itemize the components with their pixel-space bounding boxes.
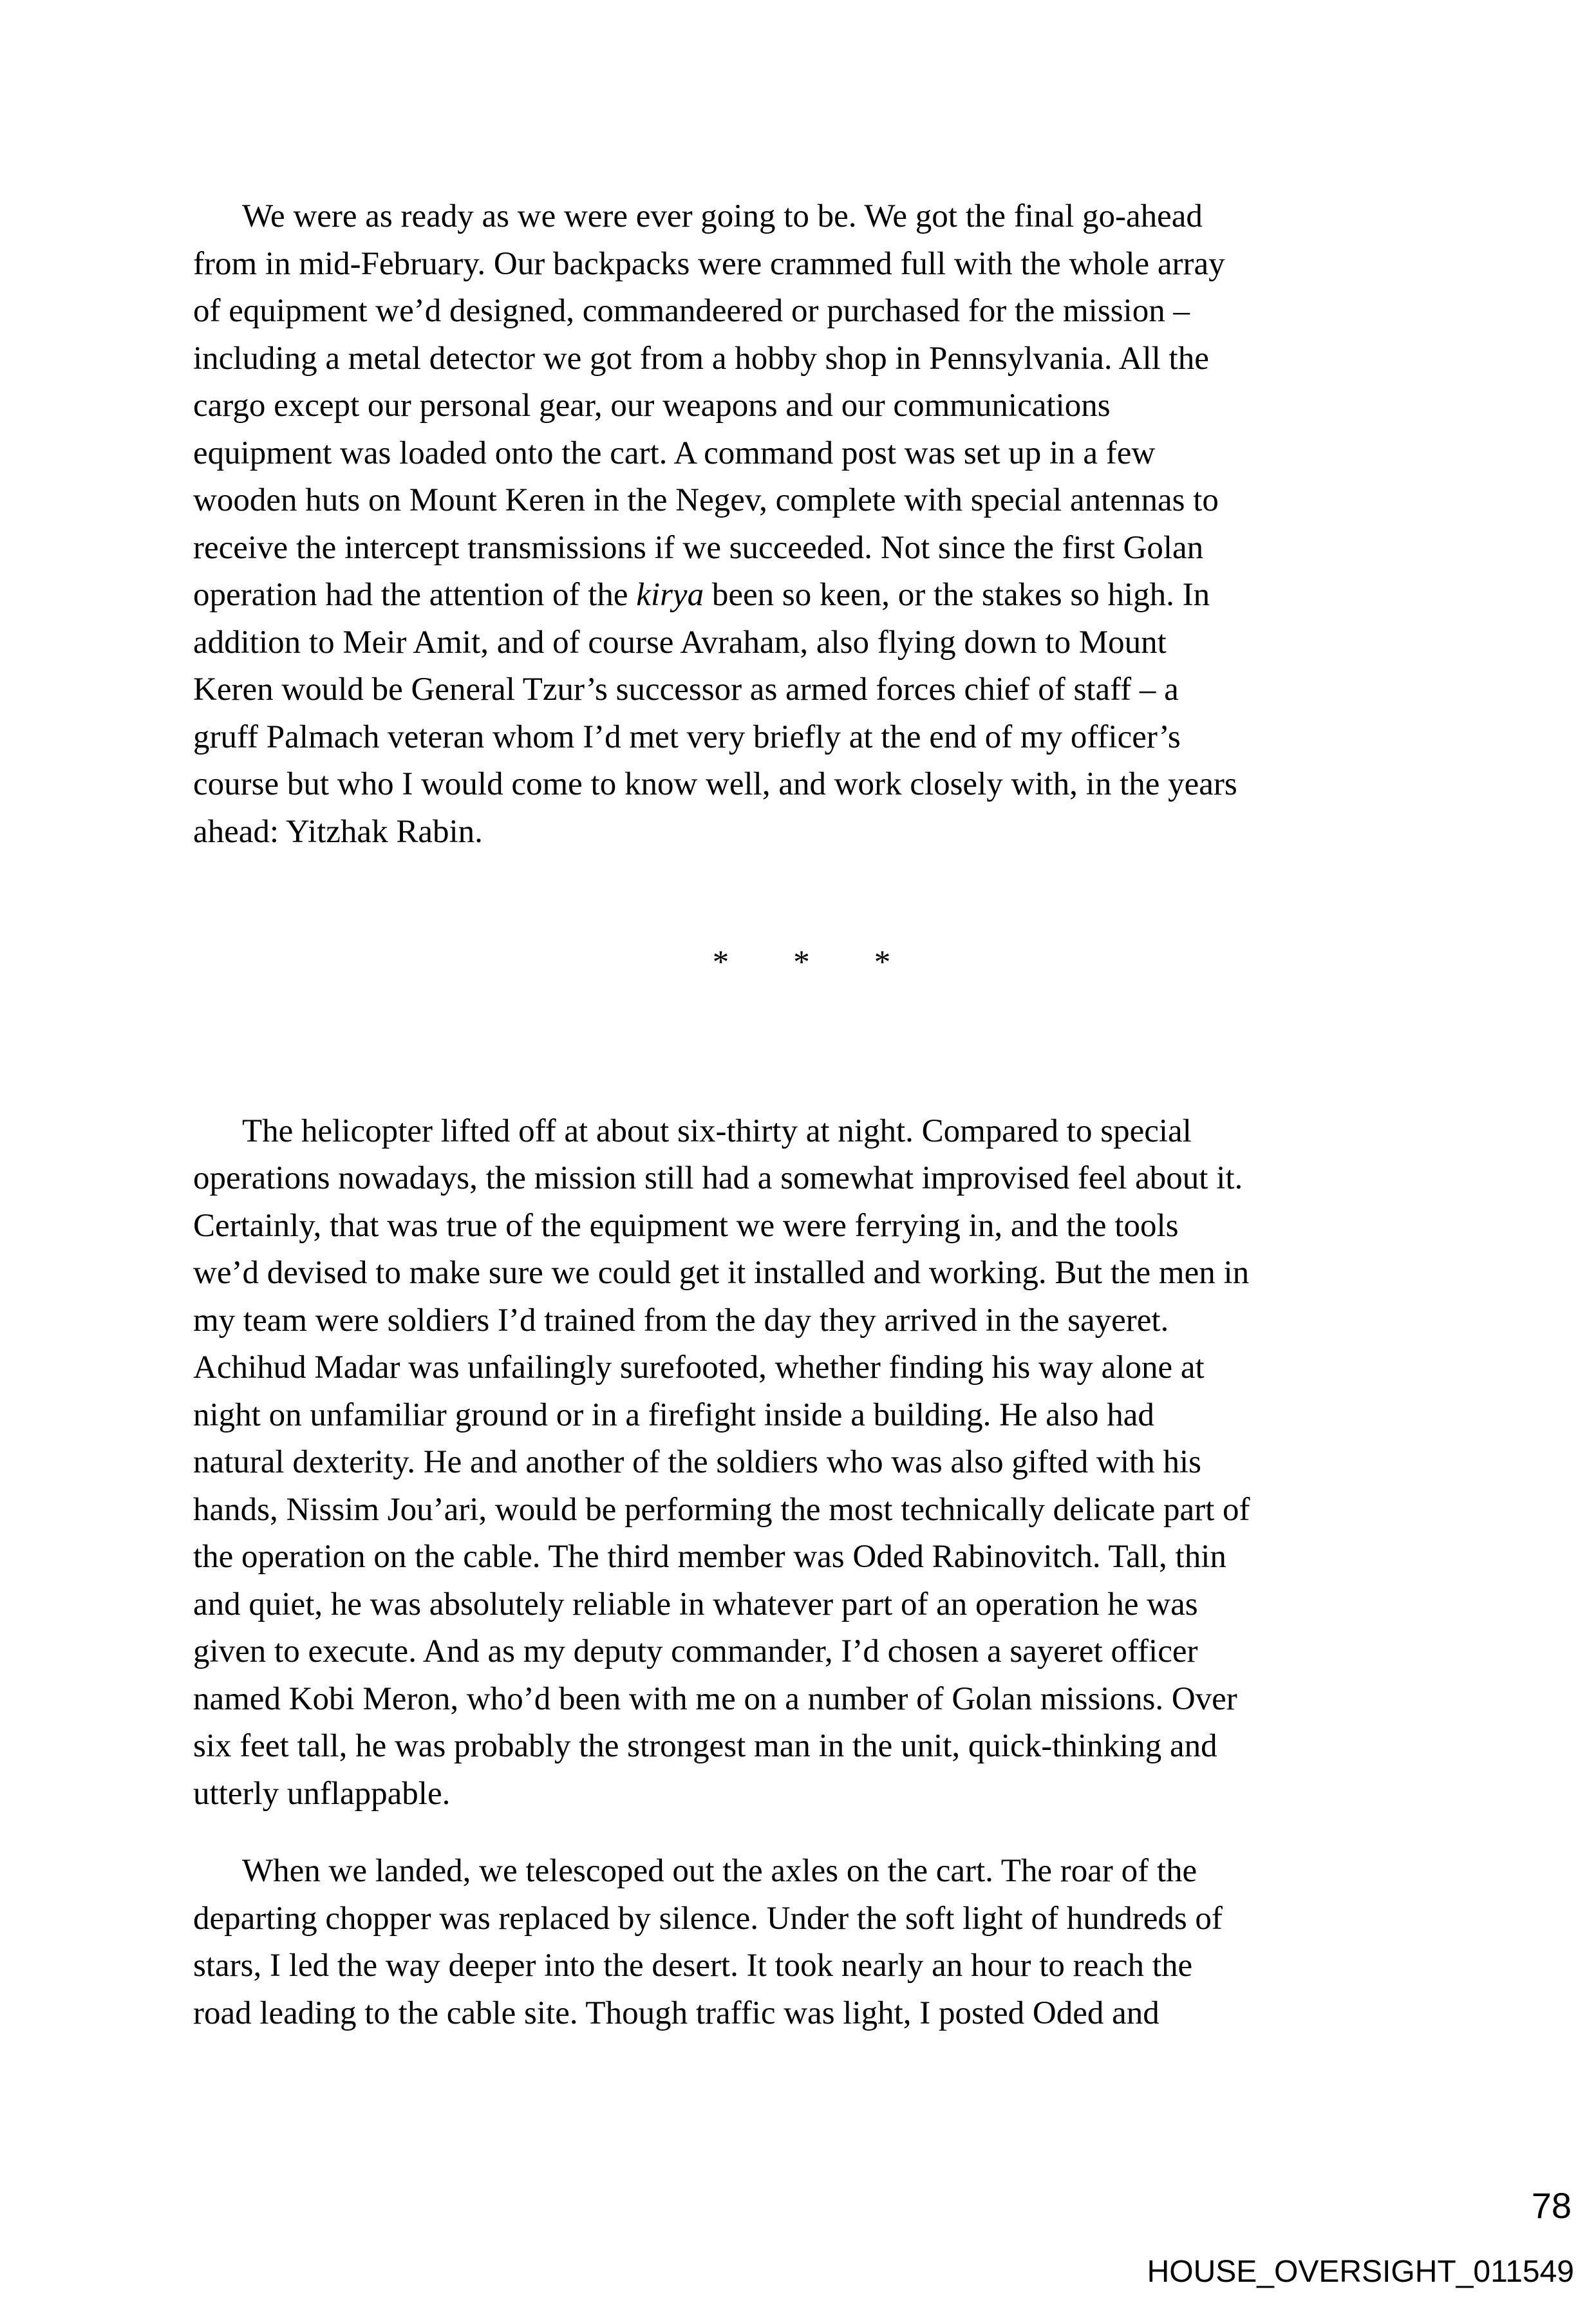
text-line: course but who I would come to know well, and work closely with, in the years (193, 766, 1237, 802)
text-line: we’d devised to make sure we could get it installed and working. But the men in (193, 1255, 1250, 1291)
text-line: night on unfamiliar ground or in a firefight inside a building. He also had (193, 1396, 1154, 1433)
text-line: addition to Meir Amit, and of course Avraham, also flying down to Mount (193, 624, 1167, 661)
text-line: The helicopter lifted off at about six-thirty at night. Compared to special (242, 1113, 1192, 1149)
text-line: and quiet, he was absolutely reliable in whatever part of an operation he was (193, 1586, 1198, 1622)
page-number: 78 (1531, 2185, 1572, 2226)
paragraph-1 (193, 193, 1410, 856)
asterisk: * (712, 945, 729, 981)
paragraph-3 (193, 1848, 1410, 2037)
text-line: receive the intercept transmissions if we succeeded. Not since the first Golan (193, 529, 1204, 566)
bates-stamp: HOUSE_OVERSIGHT_011549 (1147, 2255, 1574, 2289)
text-segment: been so keen, or the stakes so high. In (704, 577, 1210, 613)
text-line: cargo except our personal gear, our weapons and our communications (193, 388, 1111, 424)
text-line: operations nowadays, the mission still had a somewhat improvised feel about it. (193, 1160, 1243, 1196)
body-text (193, 193, 1410, 2037)
text-line: ahead: Yitzhak Rabin. (193, 813, 483, 850)
paragraph-2 (193, 1108, 1410, 1818)
asterisk: * (793, 945, 810, 981)
text-line-with-italic (193, 572, 1410, 619)
text-line: from in mid-February. Our backpacks were crammed full with the whole array (193, 245, 1225, 282)
text-line: stars, I led the way deeper into the desert. It took nearly an hour to reach the (193, 1948, 1193, 1984)
text-line: my team were soldiers I’d trained from the day they arrived in the sayeret. (193, 1302, 1169, 1339)
text-line: gruff Palmach veteran whom I’d met very briefly at the end of my officer’s (193, 719, 1181, 755)
text-line: six feet tall, he was probably the strongest man in the unit, quick-thinking and (193, 1728, 1217, 1764)
text-line: equipment was loaded onto the cart. A command post was set up in a few (193, 435, 1156, 471)
asterisk: * (874, 945, 891, 981)
text-line: named Kobi Meron, who’d been with me on a number of Golan missions. Over (193, 1680, 1237, 1717)
text-line: Certainly, that was true of the equipment we were ferrying in, and the tools (193, 1207, 1179, 1244)
text-line: We were as ready as we were ever going to be. We got the final go-ahead (242, 198, 1203, 234)
section-break (193, 939, 1410, 987)
text-line: natural dexterity. He and another of the soldiers who was also gifted with his (193, 1444, 1201, 1480)
text-line: road leading to the cable site. Though traffic was light, I posted Oded and (193, 1995, 1159, 2031)
italic-word: kirya (636, 577, 704, 613)
text-line: departing chopper was replaced by silence. Under the soft light of hundreds of (193, 1900, 1223, 1937)
text-line: utterly unflappable. (193, 1775, 451, 1812)
text-line: When we landed, we telescoped out the axles on the cart. The roar of the (242, 1853, 1197, 1889)
text-line: hands, Nissim Jou’ari, would be performing the most technically delicate part of (193, 1491, 1250, 1528)
text-line: wooden huts on Mount Keren in the Negev, complete with special antennas to (193, 482, 1219, 518)
text-segment: operation had the attention of the (193, 577, 637, 613)
text-line: Keren would be General Tzur’s successor as armed forces chief of staff – a (193, 672, 1179, 708)
text-line: given to execute. And as my deputy commander, I’d chosen a sayeret officer (193, 1633, 1198, 1669)
text-line: including a metal detector we got from a hobby shop in Pennsylvania. All the (193, 340, 1209, 377)
text-line: Achihud Madar was unfailingly surefooted, whether finding his way alone at (193, 1349, 1205, 1386)
text-line: of equipment we’d designed, commandeered or purchased for the mission – (193, 293, 1190, 329)
text-line: the operation on the cable. The third member was Oded Rabinovitch. Tall, thin (193, 1539, 1226, 1575)
